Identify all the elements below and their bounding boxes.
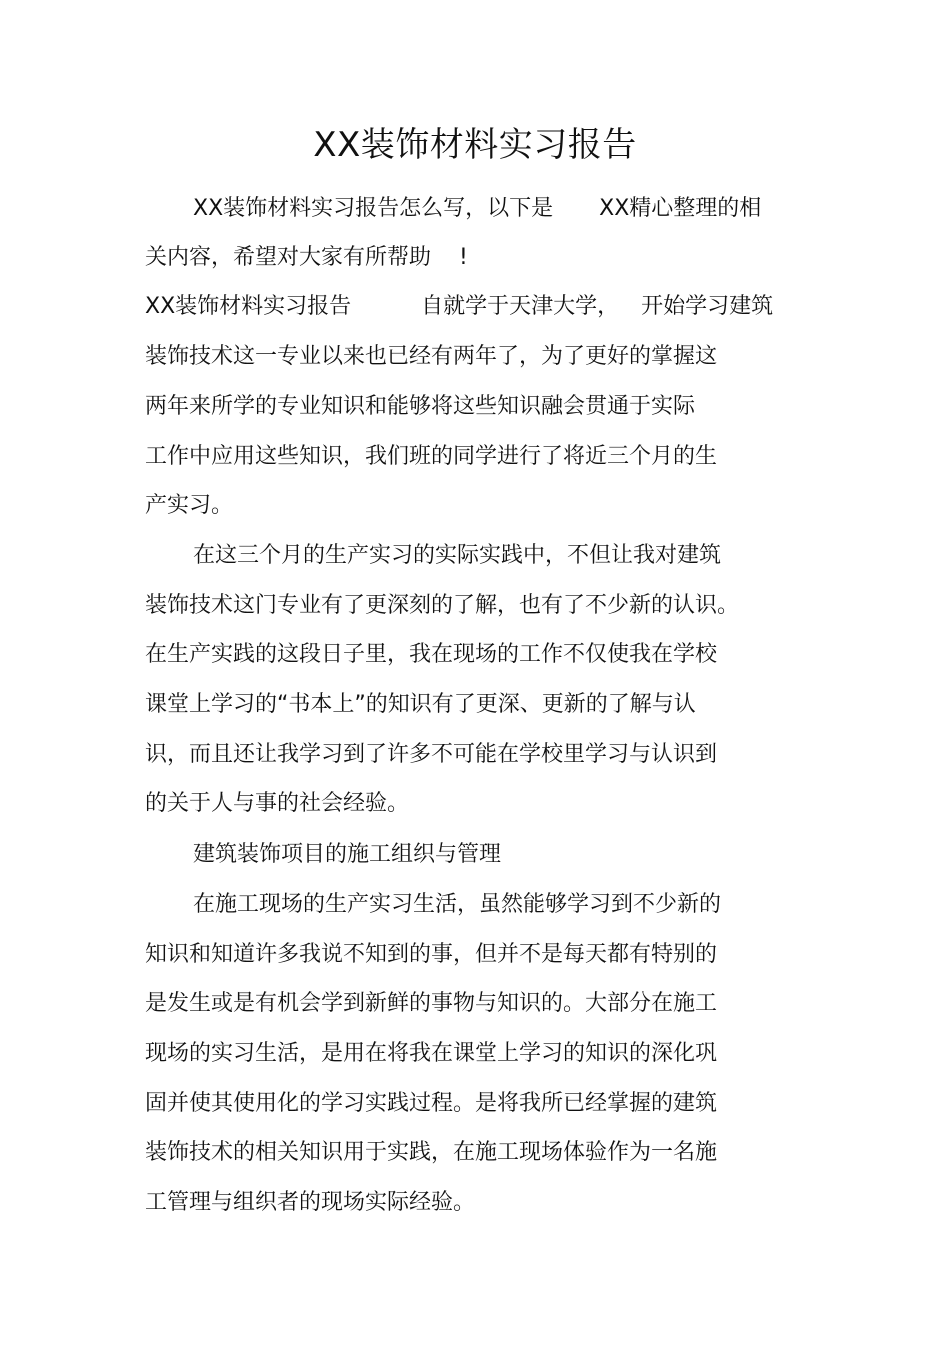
intro-text: XX装饰材料实习报告怎么写，以下是	[193, 196, 554, 221]
para1-line-3: 两年来所学的专业知识和能够将这些知识融会贯通于实际	[145, 394, 696, 419]
document-title: XX装饰材料实习报告	[313, 125, 637, 165]
para1-text: XX装饰材料实习报告	[145, 294, 352, 319]
para1-text: 自就学于天津大学，	[421, 294, 620, 319]
intro-text: 关内容，希望对大家有所帮助	[145, 245, 432, 270]
para1-text: 开始学习建筑	[641, 294, 774, 319]
intro-line-2	[145, 243, 468, 273]
para1-line-2: 装饰技术这一专业以来也已经有两年了，为了更好的掌握这	[145, 344, 718, 369]
para2-line-5: 识，而且还让我学习到了许多不可能在学校里学习与认识到	[145, 742, 718, 767]
intro-text: XX精心整理的相	[599, 196, 762, 221]
intro-line-1	[193, 194, 761, 224]
para2-line-2: 装饰技术这门专业有了更深刻的了解，也有了不少新的认识。	[145, 593, 740, 618]
para3-line-3: 是发生或是有机会学到新鲜的事物与知识的。大部分在施工	[145, 991, 718, 1016]
para3-line-4: 现场的实习生活，是用在将我在课堂上学习的知识的深化巩	[145, 1041, 718, 1066]
para3-line-5: 固并使其使用化的学习实践过程。是将我所已经掌握的建筑	[145, 1091, 718, 1116]
para1-line-4: 工作中应用这些知识，我们班的同学进行了将近三个月的生	[145, 444, 718, 469]
para1-line-5: 产实习。	[145, 493, 234, 518]
para1-line-1	[145, 292, 773, 322]
para2-line-1: 在这三个月的生产实习的实际实践中，不但让我对建筑	[193, 543, 722, 568]
para3-line-6: 装饰技术的相关知识用于实践，在施工现场体验作为一名施	[145, 1140, 718, 1165]
para2-line-3: 在生产实践的这段日子里，我在现场的工作不仅使我在学校	[145, 642, 718, 667]
para2-line-6: 的关于人与事的社会经验。	[145, 791, 410, 816]
para3-line-1: 在施工现场的生产实习生活，虽然能够学习到不少新的	[193, 892, 722, 917]
para3-line-7: 工管理与组织者的现场实际经验。	[145, 1190, 476, 1215]
para3-line-2: 知识和知道许多我说不知到的事，但并不是每天都有特别的	[145, 942, 718, 967]
section-heading: 建筑装饰项目的施工组织与管理	[193, 842, 502, 867]
intro-text: !	[459, 245, 468, 270]
para2-line-4: 课堂上学习的“书本上”的知识有了更深、更新的了解与认	[145, 692, 696, 717]
